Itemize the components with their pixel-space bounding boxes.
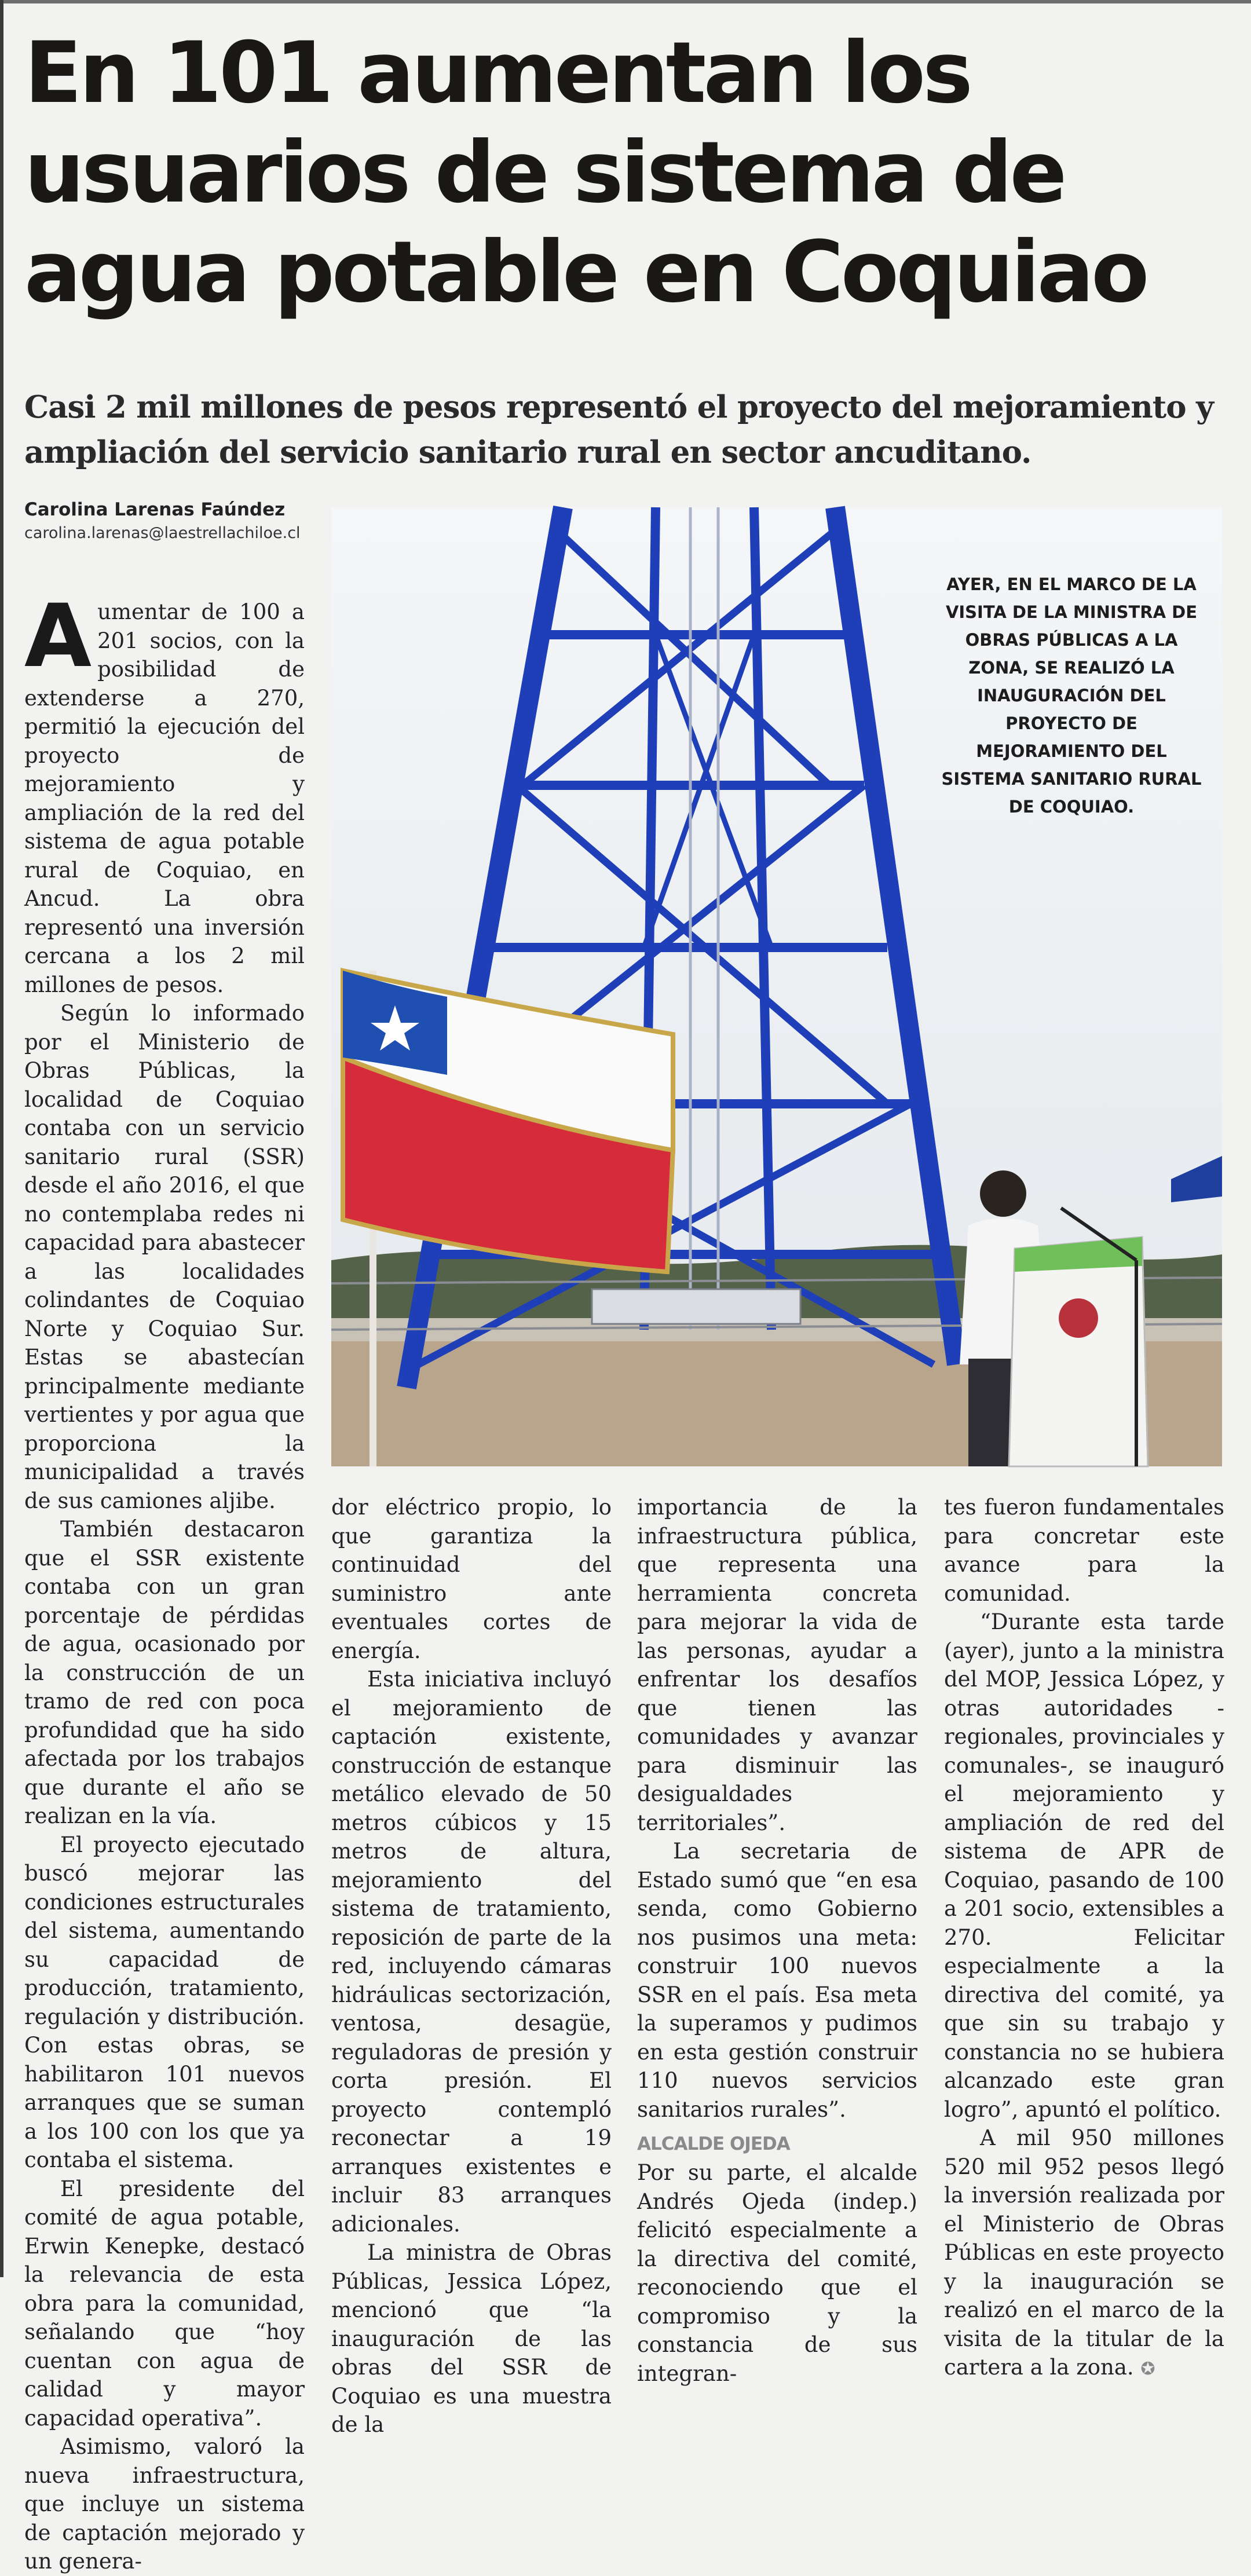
article-deck (24, 385, 1229, 475)
paragraph-9: La ministra de Obras Públicas, Jessica López, mencionó que “la inauguración de las obras del SSR de Coquiao es una muestra de la (331, 2240, 612, 2437)
byline-email: carolina.larenas@laestrellachiloe.cl (24, 524, 301, 542)
paragraph-15 (944, 2124, 1224, 2384)
photo-caption: AYER, EN EL MARCO DE LA VISITA DE LA MINISTRA DE OBRAS PÚBLICAS A LA ZONA, SE REALIZÓ LA INAUGURACIÓN DEL PROYECTO DE MEJORAMIENTO DEL SISTEMA SANITARIO RURAL DE COQUIAO. (941, 575, 1202, 817)
drop-cap: A (24, 586, 92, 687)
podium (1009, 1237, 1148, 1466)
paragraph-2: Según lo informado por el Ministerio de Obras Públicas, la localidad de Coquiao contaba con un servicio sanitario rural (SSR) desde el año 2016, el que no contemplaba redes ni capacidad para abastecer a las localidades colindantes de Coquiao Norte y Coquiao Sur. Estas se abastecían principalmente mediante vertientes y por agua que proporciona la municipalidad a través de sus camiones aljibe. (24, 1001, 305, 1513)
paragraph-1-text: umentar de 100 a 201 socios, con la posibilidad de extenderse a 270, permitió la ejecución del proyecto de mejoramiento y ampliación de la red del sistema de agua potable rural de Coquiao, en Ancud. La obra representó una inversión cercana a los 2 mil millones de pesos. (24, 599, 305, 997)
headline-line-1: En 101 aumentan los (24, 24, 970, 122)
article-column-2 (331, 1493, 612, 2439)
paragraph-7: dor eléctrico propio, lo que garantiza la continuidad del suministro ante eventuales cortes de energía. (331, 1495, 612, 1663)
paragraph-13: tes fueron fundamentales para concretar este avance para la comunidad. (944, 1495, 1224, 1606)
municipal-shield-icon (1059, 1298, 1098, 1338)
end-of-article-icon: ✪ (1140, 2359, 1155, 2379)
paragraph-4: El proyecto ejecutado buscó mejorar las condiciones estructurales del sistema, aumentando su capacidad de producción, tratamiento, regulación y distribución. Con estas obras, se habilitaron 101 nuevos arranques que se suman a los 100 con los que ya contaba el sistema. (24, 1832, 305, 2172)
paragraph-8: Esta iniciativa incluyó el mejoramiento de captación existente, construcción de estanque metálico elevado de 50 metros cúbicos y 15 metros de altura, mejoramiento del sistema de tratamiento, reposición de parte de la red, incluyendo cámaras hidráulicas sectorización, ventosa, desagüe, reguladoras de presión y corta presión. El proyecto contempló reconectar a 19 arranques existentes e incluir 83 arranques adicionales. (331, 1667, 612, 2237)
deck-line-1: Casi 2 mil millones de pesos representó el proyecto del mejoramiento y (24, 389, 1213, 425)
headline-line-3: agua potable en Coquiao (24, 223, 1147, 321)
byline-name: Carolina Larenas Faúndez (24, 499, 286, 520)
paragraph-12: Por su parte, el alcalde Andrés Ojeda (indep.) felicitó especialmente a la directiva del comité, reconociendo que el compromiso y la constancia de sus integran- (637, 2160, 917, 2386)
paragraph-1 (24, 586, 305, 999)
article-column-1 (24, 586, 305, 2576)
paragraph-6: Asimismo, valoró la nueva infraestructura, que incluye un sistema de captación mejorado y un genera- (24, 2434, 305, 2574)
article-headline (24, 23, 1229, 322)
left-rule (0, 0, 3, 2277)
paragraph-5: El presidente del comité de agua potable, Erwin Kenepke, destacó la relevancia de esta obra para la comunidad, señalando que “hoy cuentan con agua de calidad y mayor capacidad operativa”. (24, 2176, 305, 2431)
article-photo (331, 507, 1222, 1466)
article-column-3 (637, 1493, 917, 2388)
paragraph-10: importancia de la infraestructura pública, que representa una herramienta concreta para mejorar la vida de las personas, ayudar a enfrentar los desafíos que tienen las comunidades y avanzar para disminuir las desigualdades territoriales”. (637, 1495, 917, 1835)
article-column-4 (944, 1493, 1224, 2384)
paragraph-11: La secretaria de Estado sumó que “en esa senda, como Gobierno nos pusimos una meta: construir 100 nuevos SSR en el país. Esa meta la superamos y pudimos en esta gestión construir 110 nuevos servicios sanitarios rurales”. (637, 1839, 917, 2122)
paragraph-14: “Durante esta tarde (ayer), junto a la ministra del MOP, Jessica López, y otras autoridades -regionales, provinciales y comunales-, se inauguró el mejoramiento y ampliación de red del sistema de APR de Coquiao, pasando de 100 a 201 socio, extensibles a 270. Felicitar especialmente a la directiva del comité, ya que sin su trabajo y constancia no se hubiera alcanzado este gran logro”, apuntó el político. (944, 1609, 1224, 2122)
paragraph-15-text: A mil 950 millones 520 mil 952 pesos llegó la inversión realizada por el Ministerio de Obras Públicas en este proyecto y la inauguración se realizó en el marco de la visita de la titular de la cartera a la zona. (944, 2125, 1224, 2380)
deck-line-2: ampliación del servicio sanitario rural en sector ancuditano. (24, 434, 1031, 470)
headline-line-2: usuarios de sistema de (24, 123, 1065, 222)
section-subhead: ALCALDE OJEDA (637, 2134, 790, 2154)
pipe-equipment (592, 1289, 800, 1324)
paragraph-3: También destacaron que el SSR existente contaba con un gran porcentaje de pérdidas de agua, ocasionado por la construcción de un tramo de red con poca profundidad que ha sido afectada por los trabajos que durante el año se realizan en la vía. (24, 1517, 305, 1828)
top-rule (0, 0, 1251, 3)
